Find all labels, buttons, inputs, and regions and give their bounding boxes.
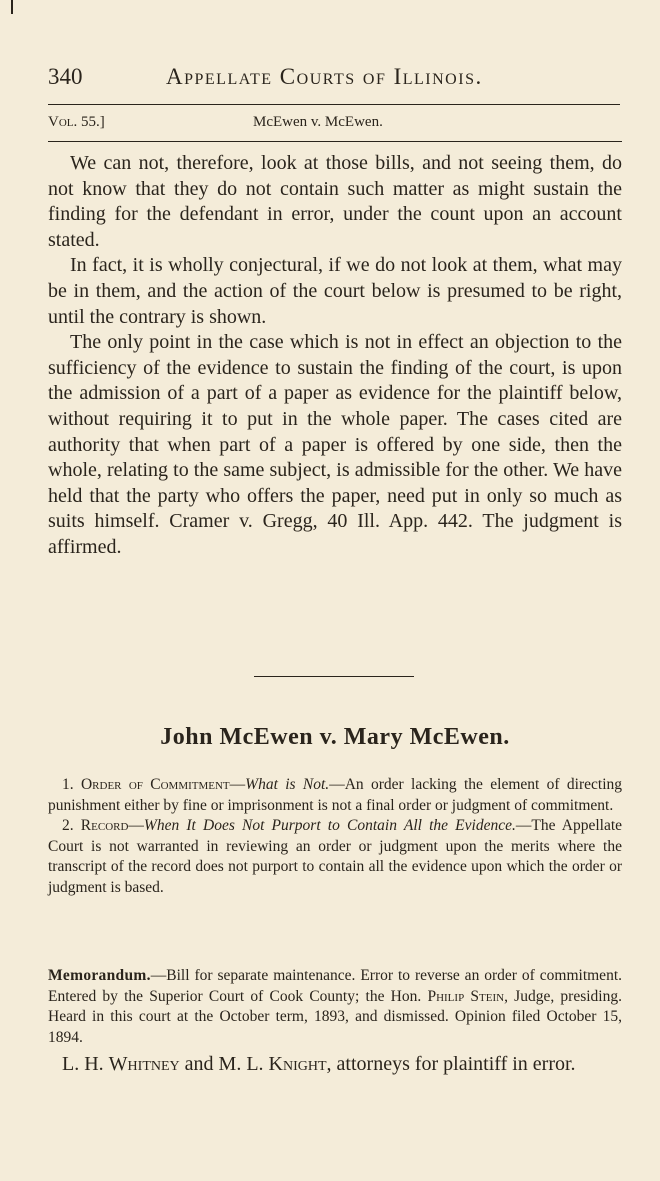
case-title: John McEwen v. Mary McEwen. — [160, 724, 510, 750]
header-rule-bottom — [48, 141, 622, 142]
memorandum-paragraph — [48, 966, 622, 1048]
headnote-topic: Order of Commitment — [80, 776, 230, 793]
running-title: Appellate Courts of Illinois. — [166, 64, 483, 89]
attorney-name-1: Whitney — [108, 1053, 180, 1075]
subhead — [48, 114, 622, 136]
headnote-text: —The Appellate Court is not warranted in reviewing an order or judgment upon the merits where the transcript of the record does not purport to contain all the evidence upon which the order or judgment is based. — [48, 817, 623, 896]
attorney-name-2: Knight — [268, 1053, 327, 1075]
headnote-subtopic: When It Does Not Purport to Contain All the Evidence. — [143, 817, 516, 834]
headnote-text: —An order lacking the element of directing punishment either by fine or imprisonment is not a final order or judgment of commitment. — [48, 776, 623, 814]
memorandum-label: Memorandum. — [48, 967, 151, 984]
case-separator — [254, 676, 414, 677]
attorneys-paragraph — [48, 1052, 622, 1077]
memorandum-judge: Philip Stein — [427, 987, 505, 1005]
opinion-paragraph: In fact, it is wholly conjectural, if we do not look at them, what may be in them, and the action of the court below is presumed to be right, until the contrary is shown. — [48, 254, 622, 328]
headnote-dash: — — [229, 776, 246, 793]
headnote-number: 1. — [62, 776, 74, 793]
memorandum — [48, 966, 622, 1048]
headnote-subtopic: What is Not. — [245, 776, 330, 793]
attorneys — [48, 1052, 622, 1077]
headnotes — [48, 775, 622, 898]
header-rule-top — [48, 104, 620, 105]
page-corner-mark — [11, 0, 13, 14]
opinion-paragraph: We can not, therefore, look at those bills, and not seeing them, do not know that they do not contain such matter as might sustain the finding for the defendant in error, under the count upon an account stated. — [48, 152, 622, 251]
case-short-title: McEwen v. McEwen. — [253, 114, 383, 130]
memorandum-text-b: , Judge, presiding. Heard in this court at the October term, 1893, and dismissed. Opinion filed October 15, 1894. — [48, 987, 622, 1046]
opinion-paragraph: The only point in the case which is not in effect an objection to the sufficiency of the evidence to sustain the finding of the court, is upon the admission of a part of a paper as evidence for the plaintiff below, without requiring it to put in the whole paper. The cases cited are authority that when part of a paper is offered by one side, then the whole, relating to the same subject, is admissible for the other. We have held that the party who offers the paper, need put in only so much as suits himself. Cramer v. Gregg, 40 Ill. App. 442. The judgment is affirmed. — [48, 331, 622, 558]
headnote — [48, 816, 622, 898]
attorneys-rest: , attorneys for plaintiff in error. — [326, 1053, 576, 1075]
attorney-and: and M. L. — [179, 1053, 269, 1075]
volume-label: Vol. 55.] — [48, 114, 105, 130]
attorney-initials-1: L. H. — [62, 1053, 109, 1075]
memorandum-text-a: —Bill for separate maintenance. Error to reverse an order of commitment. Entered by the Superior Court of Cook County; the Hon. — [48, 967, 622, 1005]
page-number: 340 — [48, 64, 83, 89]
opinion-text — [48, 151, 622, 561]
headnote-dash: — — [128, 817, 144, 834]
headnote-topic: Record — [80, 817, 129, 834]
headnote — [48, 775, 622, 816]
headnote-number: 2. — [62, 817, 74, 834]
running-head — [48, 64, 622, 96]
